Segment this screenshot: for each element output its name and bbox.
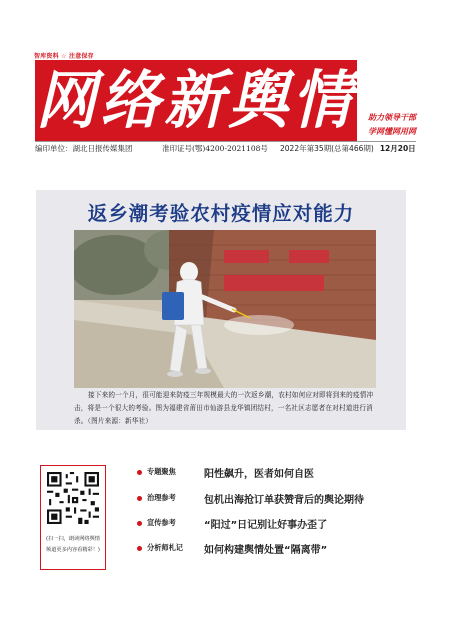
toc-title: 如何构建舆情处置“隔离带”	[204, 544, 328, 556]
bullet-icon	[137, 496, 142, 501]
toc-item[interactable]	[137, 516, 327, 530]
toc-section: 治理参考	[147, 493, 176, 502]
masthead-title: 网络新舆情	[36, 64, 356, 138]
toc-title: 阳性飙升，医者如何自医	[204, 468, 314, 480]
qr-code-icon[interactable]	[47, 472, 99, 524]
bullet-icon	[137, 546, 142, 551]
feature-headline: 返乡潮考验农村疫情应对能力	[87, 202, 355, 225]
toc-section: 专题聚焦	[147, 467, 176, 476]
qr-caption: (扫一扫，朗读网络舆情 频道更多内容看精彩！)	[46, 536, 100, 553]
toc-item[interactable]	[137, 541, 327, 555]
toc-item[interactable]	[137, 491, 364, 505]
masthead	[35, 60, 357, 142]
top-tag	[34, 51, 94, 60]
slogan-line-1: 助力领导干部	[368, 113, 416, 122]
issue-number: 2022年第35期(总第466期)	[280, 144, 374, 153]
top-tag-right: 注意保存	[69, 53, 94, 60]
print-permit: 准印证号(鄂)4200-2021108号	[162, 144, 268, 153]
issue-info	[280, 143, 416, 154]
bullet-icon	[137, 470, 142, 475]
qr-code-box[interactable]	[40, 465, 106, 570]
organizer: 编印单位：湖北日报传媒集团	[35, 144, 133, 153]
photo-caption: 接下来的一个月，很可能迎来防疫三年规模最大的一次返乡潮，农村如何应对即将到来的疫情冲击，将是一个很大的考验。图为福建省莆田市仙游县龙华镇团结村，一名社区志愿者在对村道进行消杀。（图片来源：新华社）	[74, 391, 374, 425]
header-divider	[35, 141, 416, 142]
top-tag-left: 智库资料	[34, 53, 59, 60]
toc-section: 分析师札记	[147, 543, 183, 552]
feature-photo	[74, 230, 376, 388]
slogan-line-2: 学网懂网用网	[368, 127, 416, 136]
bullet-icon	[137, 521, 142, 526]
star-icon: ☆	[61, 53, 67, 60]
toc-title: “阳过”日记别让好事办歪了	[204, 519, 328, 531]
issue-date: 12月20日	[379, 144, 416, 153]
toc-item[interactable]	[137, 465, 314, 479]
photo-illustration	[74, 230, 376, 388]
toc-section: 宣传参考	[147, 518, 176, 527]
toc-title: 包机出海抢订单获赞背后的舆论期待	[204, 494, 364, 506]
